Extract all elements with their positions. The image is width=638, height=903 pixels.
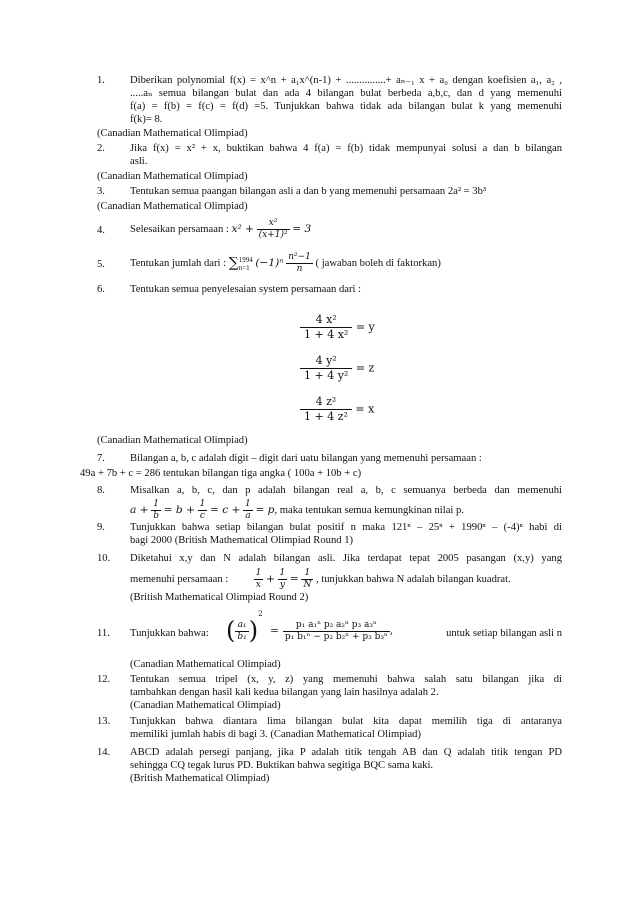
- identity-equation: [226, 610, 394, 645]
- source-citation: (Canadian Mathematical Olimpiad): [97, 128, 248, 139]
- problem-text-line: Tentukan semua penyelesaian system persamaan dari :: [130, 284, 362, 295]
- equation-fraction: [198, 499, 208, 522]
- equation-fraction: [278, 568, 288, 591]
- source-citation: (Canadian Mathematical Olimpiad): [130, 700, 281, 711]
- problem-text-line: Tunjukkan bahwa setiap bilangan bulat positif n maka 121ⁿ – 25ⁿ + 1990ⁿ – (-4)ⁿ habi di: [130, 522, 562, 533]
- problem-text-line: Tentukan semua paangan bilangan asli a dan b yang memenuhi persamaan 2a² = 3b³: [130, 186, 487, 197]
- fraction-denominator: 1 + 4 y²: [304, 369, 349, 382]
- equation-fraction: [286, 252, 313, 275]
- equation-term: x² +: [231, 222, 254, 235]
- left-parenthesis: (: [226, 616, 236, 645]
- problem-text-line: Diketahui x,y dan N adalah bilangan asli. Jika terdapat tepat 2005 pasangan (x,y) yang: [130, 553, 562, 564]
- fraction-denominator: b: [153, 511, 159, 522]
- problem-text-line: Misalkan a, b, c, dan p adalah bilangan real a, b, c semuanya berbeda dan memenuhi: [130, 485, 562, 496]
- fraction-numerator: 1: [301, 568, 313, 580]
- fraction-denominator: p₁ b₁ⁿ − p₂ b₂ⁿ + p₃ b₃ⁿ: [284, 631, 388, 642]
- problem-text-line: Jika f(x) = x² + x, buktikan bahwa 4 f(a) = f(b) tidak mempunyai solusi a dan b bilangan: [130, 143, 562, 154]
- right-parenthesis: ): [248, 616, 259, 645]
- fraction-numerator: p₁ a₁ⁿ p₂ a₂ⁿ p₃ a₃ⁿ: [283, 620, 390, 632]
- fraction-denominator: x: [255, 580, 261, 591]
- equation-term: = p: [255, 504, 275, 516]
- source-citation: (Canadian Mathematical Olimpiad): [97, 435, 248, 446]
- problem-number: 8.: [97, 485, 105, 496]
- fraction-denominator: 1 + 4 x²: [304, 328, 349, 341]
- problem-number: 7.: [97, 453, 105, 464]
- system-equation-1: [300, 313, 375, 342]
- fraction-numerator: 4 z²: [300, 395, 352, 410]
- problem-number: 4.: [97, 225, 105, 236]
- problem-text: , tunjukkan bahwa N adalah bilangan kuadrat.: [315, 574, 511, 585]
- problem-text: untuk setiap bilangan asli n: [446, 628, 562, 639]
- equation-fraction: [243, 499, 253, 522]
- lhs-fraction: [235, 620, 248, 643]
- equation-rhs: = x: [355, 402, 375, 416]
- fraction-numerator: 1: [255, 568, 262, 579]
- sum-upper-limit: 1994: [238, 255, 253, 264]
- problem-number: 3.: [97, 186, 105, 197]
- problem-number: 1.: [97, 75, 105, 86]
- fraction-numerator: a₁: [235, 620, 248, 632]
- equation-fraction: [254, 568, 264, 591]
- equation-rhs: = 3: [292, 222, 312, 235]
- problem-text-line: ABCD adalah persegi panjang, jika P adalah titik tengah AB dan Q adalah titik tengan PD: [130, 747, 562, 758]
- equation-term: = b +: [163, 504, 195, 516]
- equation-rhs: = z: [355, 361, 375, 375]
- equation-term: (−1)ⁿ: [255, 256, 284, 269]
- problem-text: memenuhi persamaan :: [130, 574, 229, 585]
- problem-text: Tentukan jumlah dari :: [130, 257, 227, 269]
- source-citation: (British Mathematical Olimpiad): [130, 773, 270, 784]
- rhs-fraction: [283, 620, 390, 643]
- problem-text-line: Diberikan polynomial f(x) = x^n + a₁x^(n-1) + ...............+ aₙ₋₁ x + a₀ dengan koefisien a₁, a₂ ,: [130, 75, 562, 86]
- problem-7-equation: 49a + 7b + c = 286 tentukan bilangan tiga angka ( 100a + 10b + c): [80, 468, 362, 479]
- equation-operator: =: [289, 573, 299, 585]
- equation-term: a +: [130, 504, 149, 516]
- problem-text-line: (British Mathematical Olimpiad Round 2): [130, 592, 309, 603]
- source-citation: (Canadian Mathematical Olimpiad): [130, 659, 281, 670]
- problem-text-line: sehingga CQ tegak lurus PD. Buktikan bahwa segitiga BQC sama kaki.: [130, 760, 434, 771]
- system-equation-3: [300, 395, 374, 424]
- source-citation: (Canadian Mathematical Olimpiad): [97, 171, 248, 182]
- problem-text-line: tambahkan dengan hasil kali kedua bilangan yang lain hasilnya adalah 2.: [130, 687, 439, 698]
- equation-operator: +: [265, 573, 275, 585]
- problem-text-line: asli.: [130, 156, 148, 167]
- problem-number: 9.: [97, 522, 105, 533]
- fraction-denominator: n: [296, 264, 303, 274]
- problem-number: 2.: [97, 143, 105, 154]
- exponent: 2: [258, 610, 263, 618]
- fraction-denominator: (x+1)²: [258, 230, 288, 240]
- fraction-numerator: 1: [245, 499, 251, 510]
- fraction-denominator: c: [199, 511, 205, 522]
- equation-fraction: [257, 218, 290, 241]
- fraction-numerator: 1: [279, 568, 286, 579]
- fraction-denominator: y: [279, 580, 285, 591]
- problem-number: 11.: [97, 628, 110, 639]
- equation-fraction: [151, 499, 161, 522]
- fraction-numerator: 1: [199, 499, 206, 510]
- fraction-denominator: a: [245, 511, 251, 522]
- problem-number: 6.: [97, 284, 105, 295]
- problem-text: Selesaikan persamaan :: [130, 223, 229, 235]
- problem-text-line: .....aₙ semua bilangan bulat dan ada 4 bilangan bulat berbeda a,b,c, dan d yang memenuhi: [130, 88, 562, 99]
- fraction-numerator: 4 x²: [300, 313, 352, 328]
- problem-text-line: Bilangan a, b, c adalah digit – digit dari uatu bilangan yang memenuhi persamaan :: [130, 453, 482, 464]
- equation-term: = c +: [209, 504, 241, 516]
- problem-text-line: memiliki jumlah habis di bagi 3. (Canadian Mathematical Olimpiad): [130, 729, 421, 740]
- fraction-numerator: 1: [151, 499, 161, 511]
- sum-lower-limit: n=1: [238, 263, 250, 272]
- problem-note: ( jawaban boleh di faktorkan): [315, 257, 441, 269]
- problem-number: 13.: [97, 716, 111, 727]
- problem-text-line: f(a) = f(b) = f(c) = f(d) =5. Tunjukkan bahwa tidak ada bilangan bulat k yang memenuhi: [130, 101, 562, 112]
- fraction-numerator: 4 y²: [300, 354, 352, 369]
- problem-number: 12.: [97, 674, 111, 685]
- equation-punctuation: ,: [389, 624, 394, 637]
- equation-operator: =: [269, 624, 279, 637]
- problem-text-line: Tunjukkan bahwa diantara lima bilangan bulat kita dapat memilih tiga di antaranya: [130, 716, 562, 727]
- problem-text-line: bagi 2000 (British Mathematical Olimpiad Round 1): [130, 535, 354, 546]
- equation-fraction: [301, 568, 313, 591]
- equation-rhs: = y: [355, 320, 375, 334]
- problem-text: Tunjukkan bahwa:: [130, 628, 209, 639]
- problem-text-line: Tentukan semua tripel (x, y, z) yang memenuhi bahwa salah satu bilangan jika di: [130, 674, 562, 685]
- problem-number: 5.: [97, 259, 105, 270]
- problem-number: 14.: [97, 747, 111, 758]
- fraction-numerator: x²: [257, 218, 290, 230]
- fraction-denominator: 1 + 4 z²: [304, 410, 348, 423]
- source-citation: (Canadian Mathematical Olimpiad): [97, 201, 248, 212]
- system-equation-2: [300, 354, 374, 383]
- sum-symbol: ∑: [228, 255, 239, 271]
- problem-text: , maka tentukan semua kemungkinan nilai p.: [274, 505, 464, 516]
- problem-number: 10.: [97, 553, 111, 564]
- problem-text-line: f(k)= 8.: [130, 114, 163, 125]
- fraction-numerator: n²−1: [288, 252, 311, 262]
- fraction-denominator: N: [303, 580, 312, 591]
- fraction-denominator: b₁: [237, 631, 247, 642]
